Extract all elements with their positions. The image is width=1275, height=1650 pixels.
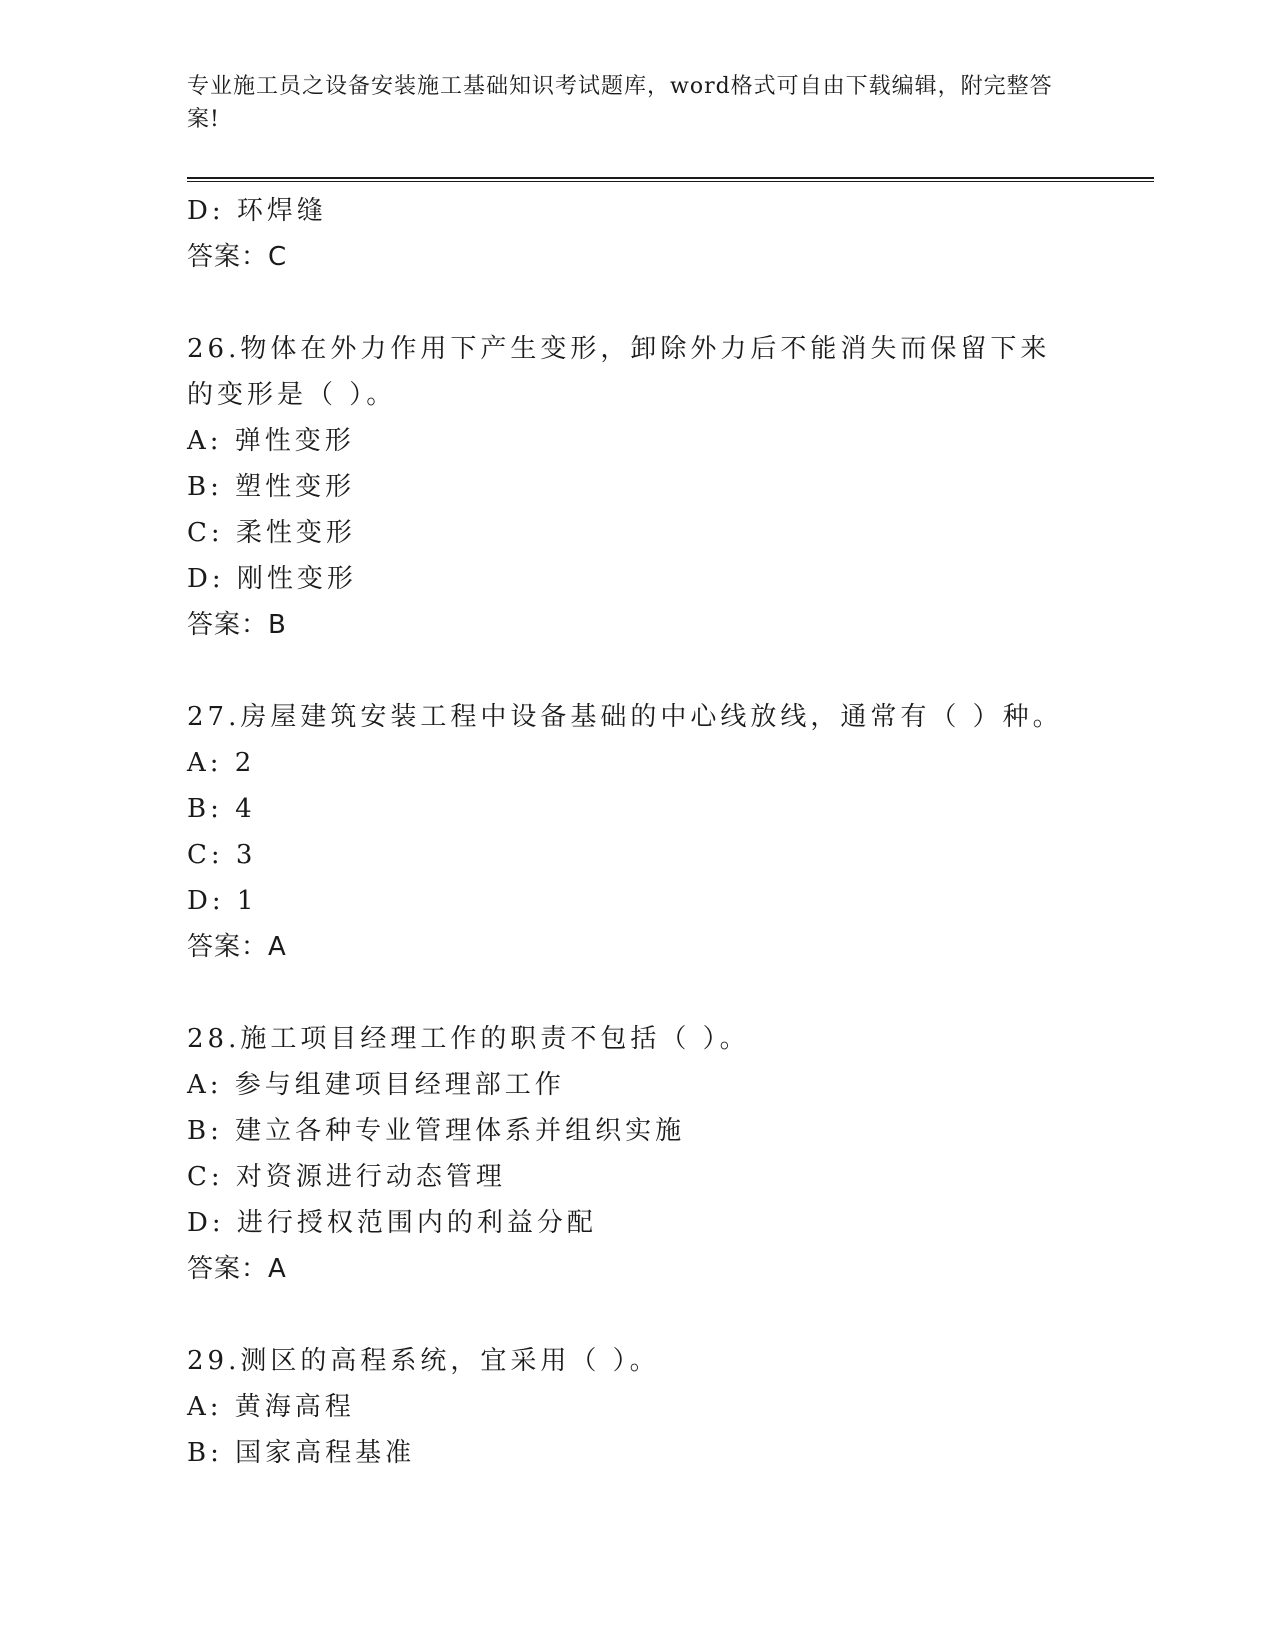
question-answer: 答案：A (187, 1254, 287, 1284)
spacer (187, 970, 1087, 1016)
document-body (187, 188, 1087, 1476)
question-stem: 27.房屋建筑安装工程中设备基础的中心线放线，通常有（ ）种。 (187, 702, 1063, 732)
question-answer: 答案：B (187, 610, 287, 640)
header-rule-secondary (187, 181, 1154, 182)
option-a: A: 黄海高程 (187, 1392, 355, 1422)
option-d: D: 刚性变形 (187, 564, 357, 594)
option-c: C: 3 (187, 840, 257, 870)
question-27 (187, 694, 1087, 970)
option-c: C: 对资源进行动态管理 (187, 1162, 506, 1192)
spacer (187, 1292, 1087, 1338)
option-a: A: 弹性变形 (187, 426, 355, 456)
header-rule (187, 177, 1154, 179)
option-d: D: 进行授权范围内的利益分配 (187, 1208, 597, 1238)
question-stem: 28.施工项目经理工作的职责不包括（ ）。 (187, 1024, 750, 1054)
page-header: 专业施工员之设备安装施工基础知识考试题库，word格式可自由下载编辑，附完整答案! (187, 74, 1053, 132)
option-b: B: 4 (187, 794, 256, 824)
question-28 (187, 1016, 1087, 1292)
prev-question-option-d: D: 环焊缝 (187, 196, 327, 226)
question-26 (187, 326, 1087, 648)
option-c: C: 柔性变形 (187, 518, 356, 548)
spacer (187, 648, 1087, 694)
question-answer: 答案：A (187, 932, 287, 962)
option-b: B: 塑性变形 (187, 472, 356, 502)
question-29 (187, 1338, 1087, 1476)
spacer (187, 280, 1087, 326)
option-b: B: 建立各种专业管理体系并组织实施 (187, 1116, 686, 1146)
option-b: B: 国家高程基准 (187, 1438, 416, 1468)
option-a: A: 参与组建项目经理部工作 (187, 1070, 565, 1100)
prev-question-answer: 答案：C (187, 242, 288, 272)
option-d: D: 1 (187, 886, 258, 916)
question-stem: 26.物体在外力作用下产生变形，卸除外力后不能消失而保留下来的变形是（ ）。 (187, 334, 1051, 410)
question-stem: 29.测区的高程系统，宜采用（ ）。 (187, 1346, 660, 1376)
option-a: A: 2 (187, 748, 256, 778)
